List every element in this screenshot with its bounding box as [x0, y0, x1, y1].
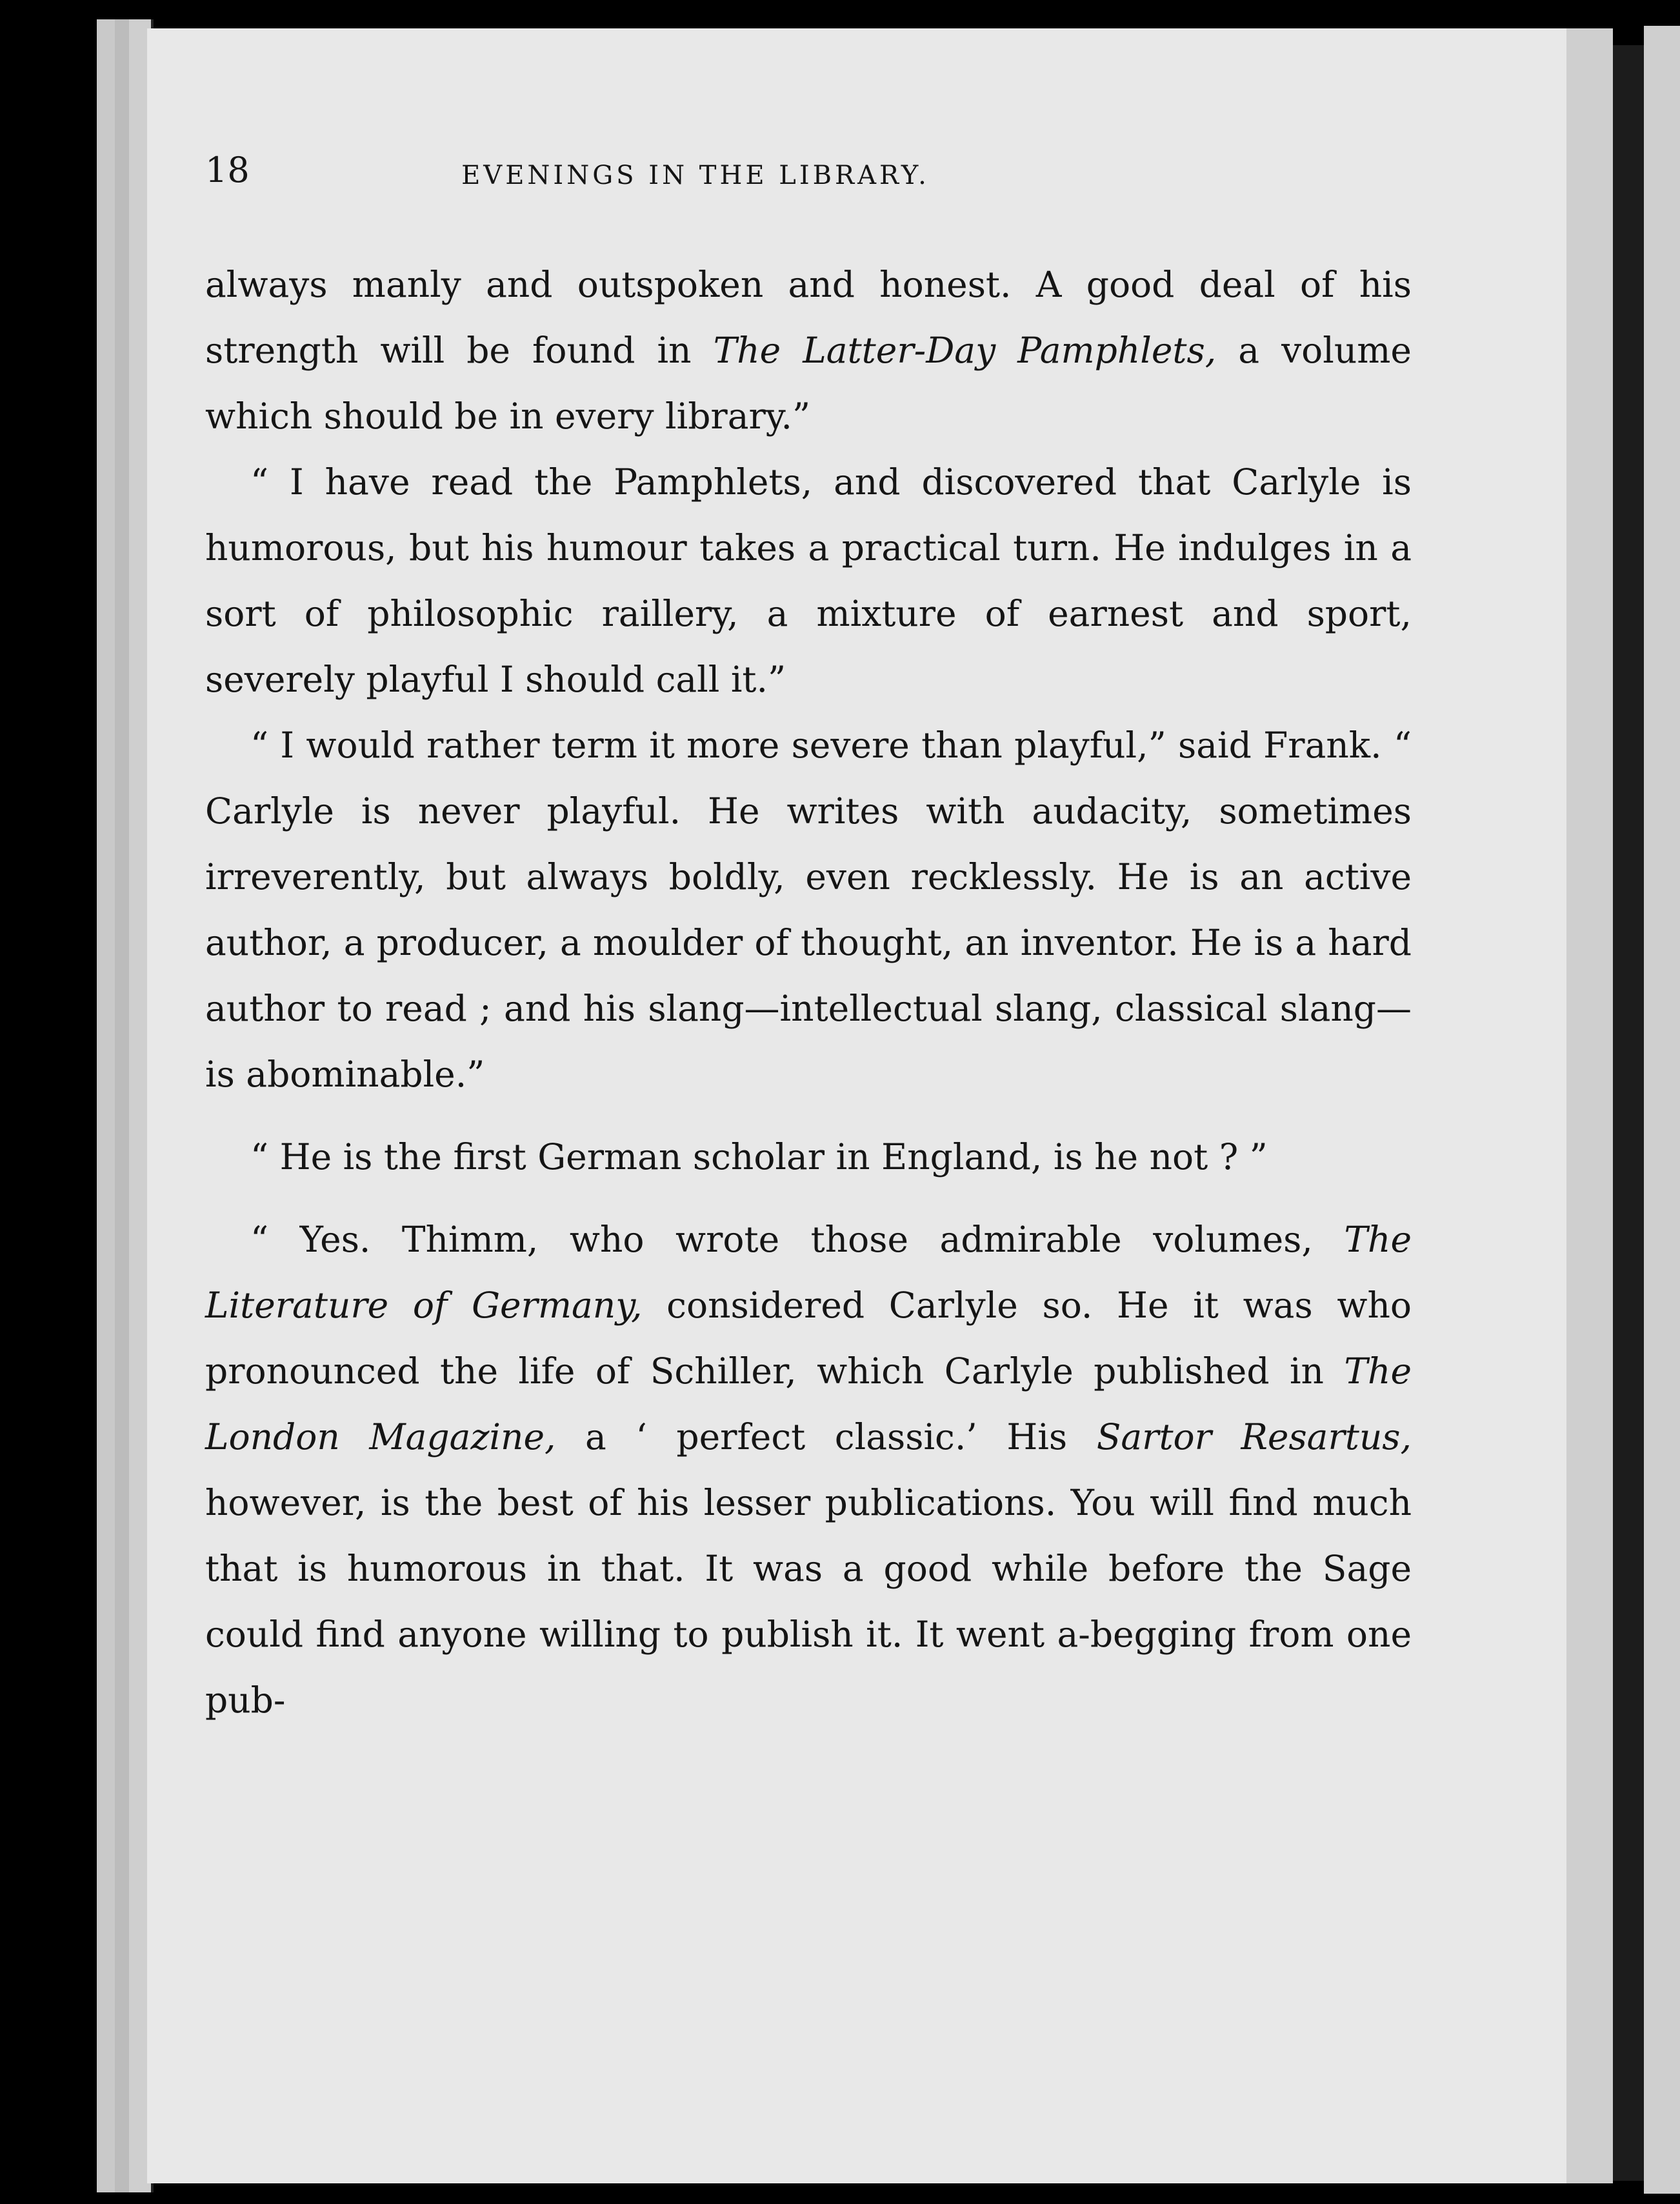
paragraph	[205, 1124, 1412, 1190]
text-run: “ He is the first German scholar in England, is he not ? ”	[250, 1136, 1268, 1177]
paragraph	[205, 712, 1412, 1107]
running-head: EVENINGS IN THE LIBRARY.	[461, 161, 930, 190]
text-run: a volume which should be in every library.”	[205, 330, 1412, 437]
book-spine-shadow	[1613, 45, 1644, 2181]
text-run: considered Carlyle so. He it was who pronounced the life of Schiller, which Carlyle published in	[205, 1285, 1412, 1392]
text-run: a ‘ perfect classic.’ His	[555, 1416, 1097, 1458]
body-text	[205, 252, 1412, 1733]
book-title: The Latter-Day Pamphlets,	[713, 330, 1217, 371]
next-page-edge	[1644, 26, 1680, 2194]
paragraph	[205, 252, 1412, 449]
page-header	[205, 145, 1173, 196]
paragraph	[205, 1207, 1412, 1733]
page-number: 18	[205, 150, 250, 190]
magazine-title: The London Magazine,	[205, 1350, 1412, 1458]
book-title: Sartor Resartus,	[1096, 1416, 1412, 1458]
page-gutter	[1566, 28, 1613, 2183]
text-run: “ Yes. Thimm, who wrote those admirable volumes,	[250, 1219, 1345, 1260]
book-title: The Literature of Germany,	[205, 1219, 1412, 1326]
text-run: however, is the best of his lesser publications. You will find much that is humorous in that. It was a good while before the Sage could find anyone willing to publish it. It went a-begging from one pub-	[205, 1482, 1412, 1721]
paragraph	[205, 449, 1412, 712]
text-run: “ I would rather term it more severe than playful,” said Frank. “ Carlyle is never playful. He writes with audacity, sometimes irreverently, but always boldly, even recklessly. He is an active author, a producer, a moulder of thought, an inventor. He is a hard author to read ; and his slang—intellectual slang, classical slang—is abominable.”	[205, 725, 1412, 1095]
text-run: always manly and outspoken and honest. A good deal of his strength will be found in	[205, 264, 1412, 371]
text-run: “ I have read the Pamphlets, and discovered that Carlyle is humorous, but his humour takes a practical turn. He indulges in a sort of philosophic raillery, a mixture of earnest and sport, severely playful I should call it.”	[205, 461, 1412, 700]
